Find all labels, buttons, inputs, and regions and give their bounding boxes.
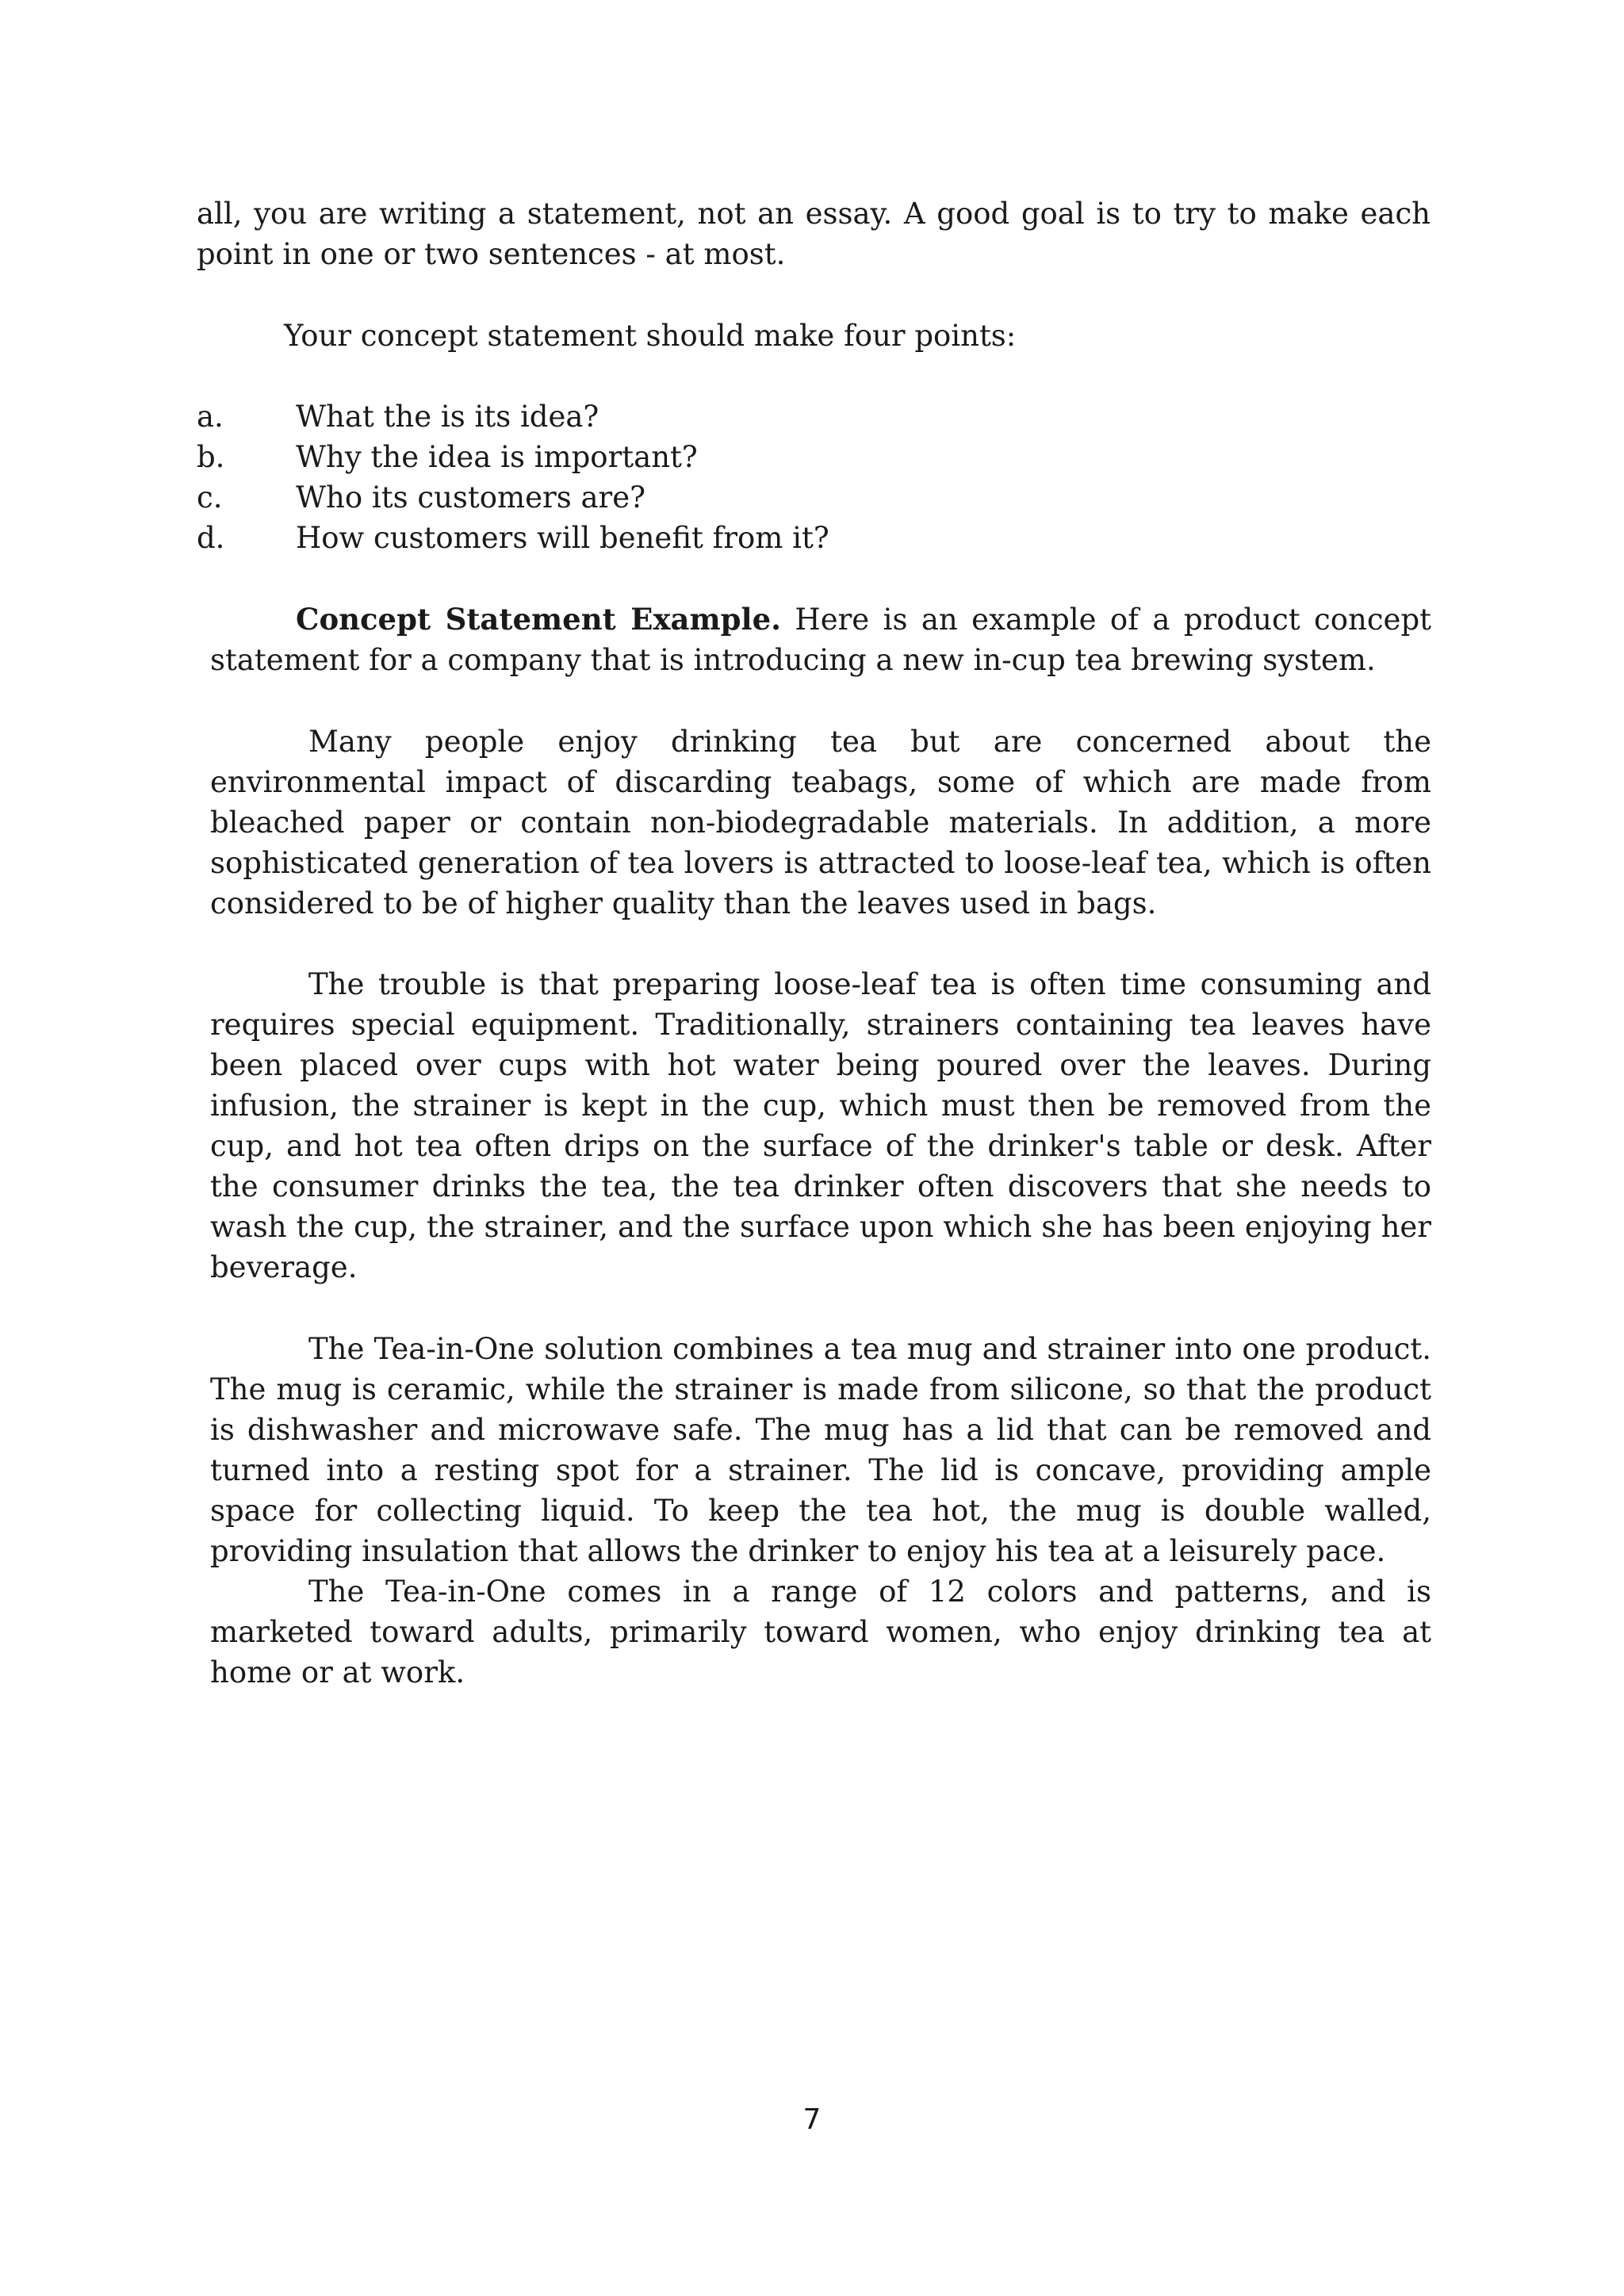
list-item-text: Why the idea is important? [296, 440, 698, 474]
body-paragraph-colors: The Tea-in-One comes in a range of 12 colors and patterns, and is marketed toward adults, primarily toward women, who enjoy drinking tea at home or at work. [210, 1575, 1431, 1689]
list-item [197, 477, 1431, 518]
list-marker: d. [197, 521, 225, 555]
body-paragraph-trouble: The trouble is that preparing loose-leaf tea is often time consuming and requires special equipment. Traditionally, strainers containing tea leaves have been placed over cups with hot water being poured over the leaves. During infusion, the strainer is kept in the cup, which must then be removed from the cup, and hot tea often drips on the surface of the drinker's table or desk. After the consumer drinks the tea, the tea drinker often discovers that she needs to wash the cup, the strainer, and the surface upon which she has been enjoying her beverage. [210, 967, 1431, 1284]
four-points-intro: Your concept statement should make four points: [284, 319, 1017, 353]
intro-paragraph: all, you are writing a statement, not an essay. A good goal is to try to make each point in one or two sentences - at most. [197, 197, 1431, 271]
list-item [197, 518, 1431, 558]
list-item [197, 396, 1431, 437]
points-list [197, 396, 1431, 558]
list-marker: b. [197, 440, 225, 474]
page-number: 7 [802, 2103, 822, 2136]
list-item-text: What the is its idea? [296, 400, 599, 434]
example-text: Here is an example of a product concept statement for a company that is introducing a new in-cup tea brewing system. [210, 603, 1432, 677]
list-item-text: How customers will benefit from it? [296, 521, 829, 555]
list-item [197, 437, 1431, 477]
list-item-text: Who its customers are? [296, 480, 645, 515]
list-marker: c. [197, 480, 223, 515]
example-paragraph [210, 599, 1431, 680]
body-paragraph-teabags: Many people enjoy drinking tea but are concerned about the environmental impact of discarding teabags, some of which are made from bleached paper or contain non-biodegradable materials. In addition, a more sophisticated generation of tea lovers is attracted to loose-leaf tea, which is often considered to be of higher quality than the leaves used in bags. [210, 725, 1431, 920]
example-heading: Concept Statement Example. [296, 602, 781, 637]
list-marker: a. [197, 400, 224, 434]
body-paragraph-solution: The Tea-in-One solution combines a tea mug and strainer into one product. The mug is ceramic, while the strainer is made from silicone, so that the product is dishwasher and microwave safe. The mug has a lid that can be removed and turned into a resting spot for a strainer. The lid is concave, providing ample space for collecting liquid. To keep the tea hot, the mug is double walled, providing insulation that allows the drinker to enjoy his tea at a leisurely pace. [210, 1332, 1431, 1568]
